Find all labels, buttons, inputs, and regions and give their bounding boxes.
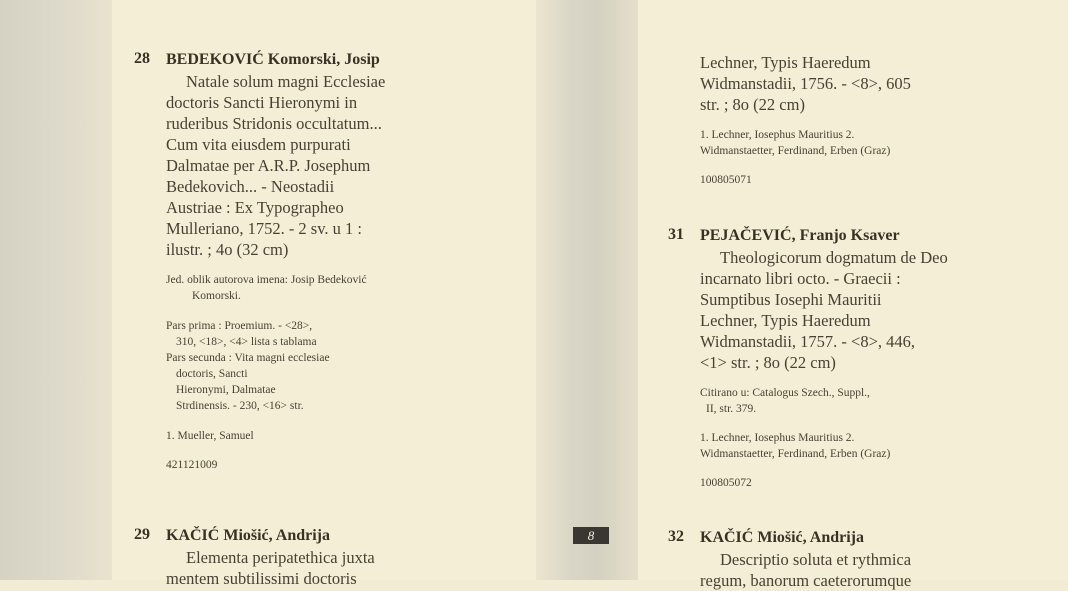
title-line: Austriae : Ex Typographeo — [166, 198, 344, 217]
entry-heading: KAČIĆ Miošić, Andrija — [700, 529, 864, 546]
title-line: Widmanstadii, 1757. - <8>, 446, — [700, 332, 916, 351]
entry-id: 421121009 — [166, 459, 218, 471]
note-line: Widmanstaetter, Ferdinand, Erben (Graz) — [700, 145, 891, 157]
page-number-badge: 8 — [573, 527, 609, 544]
continued-id: 100805071 — [700, 174, 752, 186]
title-line: Mulleriano, 1752. - 2 sv. u 1 : — [166, 219, 362, 238]
entry-31 — [668, 226, 948, 491]
entry-number: 32 — [668, 528, 684, 545]
entry-28 — [134, 50, 386, 473]
note-line: Komorski. — [192, 290, 241, 302]
title-line: Cum vita eiusdem purpurati — [166, 135, 351, 154]
entry-note — [166, 272, 385, 304]
title-line: Dalmatae per A.R.P. Josephum — [166, 156, 371, 175]
title-line: Bedekovich... - Neostadii — [166, 177, 335, 196]
note-line: Pars secunda : Vita magni ecclesiae — [166, 352, 330, 364]
title-line: Elementa peripatethica juxta — [186, 548, 375, 567]
title-line: Theologicorum dogmatum de Deo — [720, 248, 948, 267]
note-line: Widmanstaetter, Ferdinand, Erben (Graz) — [700, 448, 891, 460]
note-line: doctoris, Sancti — [176, 368, 248, 380]
title-line: ilustr. ; 4o (32 cm) — [166, 240, 289, 259]
title-line: incarnato libri octo. - Graecii : — [700, 269, 901, 288]
entry-number: 29 — [134, 526, 150, 543]
title-line: Natale solum magni Ecclesiae — [186, 72, 386, 91]
title-line: Lechner, Typis Haeredum — [700, 53, 871, 72]
note-line: Hieronymi, Dalmatae — [176, 384, 276, 396]
title-line: regum, banorum caeterorumque — [700, 571, 912, 590]
left-margin-band — [0, 0, 112, 580]
continued-title — [700, 52, 911, 115]
entry-title — [700, 549, 911, 591]
entry-number: 31 — [668, 226, 684, 243]
entry-30-continued — [700, 52, 911, 188]
note-line: 1. Lechner, Iosephus Mauritius 2. — [700, 129, 855, 141]
entry-title — [700, 247, 948, 373]
entry-heading: KAČIĆ Miošić, Andrija — [166, 527, 330, 544]
entry-subject-note — [700, 430, 948, 462]
note-line: II, str. 379. — [706, 403, 757, 415]
title-line: ruderibus Stridonis occultatum... — [166, 114, 382, 133]
entry-32 — [668, 528, 912, 591]
entry-number: 28 — [134, 50, 150, 67]
title-line: <1> str. ; 8o (22 cm) — [700, 353, 836, 372]
title-line: Sumptibus Iosephi Mauritii — [700, 290, 882, 309]
entry-heading: PEJAČEVIĆ, Franjo Ksaver — [700, 227, 900, 244]
title-line: Widmanstadii, 1756. - <8>, 605 — [700, 74, 911, 93]
title-line: Descriptio soluta et rythmica — [720, 550, 912, 569]
title-line: mentem subtilissimi doctoris — [166, 569, 357, 588]
note-line: 1. Lechner, Iosephus Mauritius 2. — [700, 432, 855, 444]
entry-parts-note — [166, 318, 385, 414]
title-line: Lechner, Typis Haeredum — [700, 311, 871, 330]
note-line: Strdinensis. - 230, <16> str. — [176, 400, 304, 412]
title-line: str. ; 8o (22 cm) — [700, 95, 805, 114]
note-line: 310, <18>, <4> lista s tablama — [176, 336, 317, 348]
continued-note — [700, 127, 911, 159]
note-line: Citirano u: Catalogus Szech., Suppl., — [700, 387, 870, 399]
entry-title — [166, 71, 385, 260]
center-gutter — [536, 0, 638, 580]
note-line: Pars prima : Proemium. - <28>, — [166, 320, 313, 332]
entry-title — [166, 547, 375, 589]
note-line: Jed. oblik autorova imena: Josip Bedeković — [166, 274, 367, 286]
entry-heading: BEDEKOVIĆ Komorski, Josip — [166, 51, 380, 68]
entry-citation-note — [700, 385, 948, 417]
entry-id: 100805072 — [700, 477, 752, 489]
entry-subject-note: 1. Mueller, Samuel — [166, 430, 254, 442]
title-line: doctoris Sancti Hieronymi in — [166, 93, 358, 112]
